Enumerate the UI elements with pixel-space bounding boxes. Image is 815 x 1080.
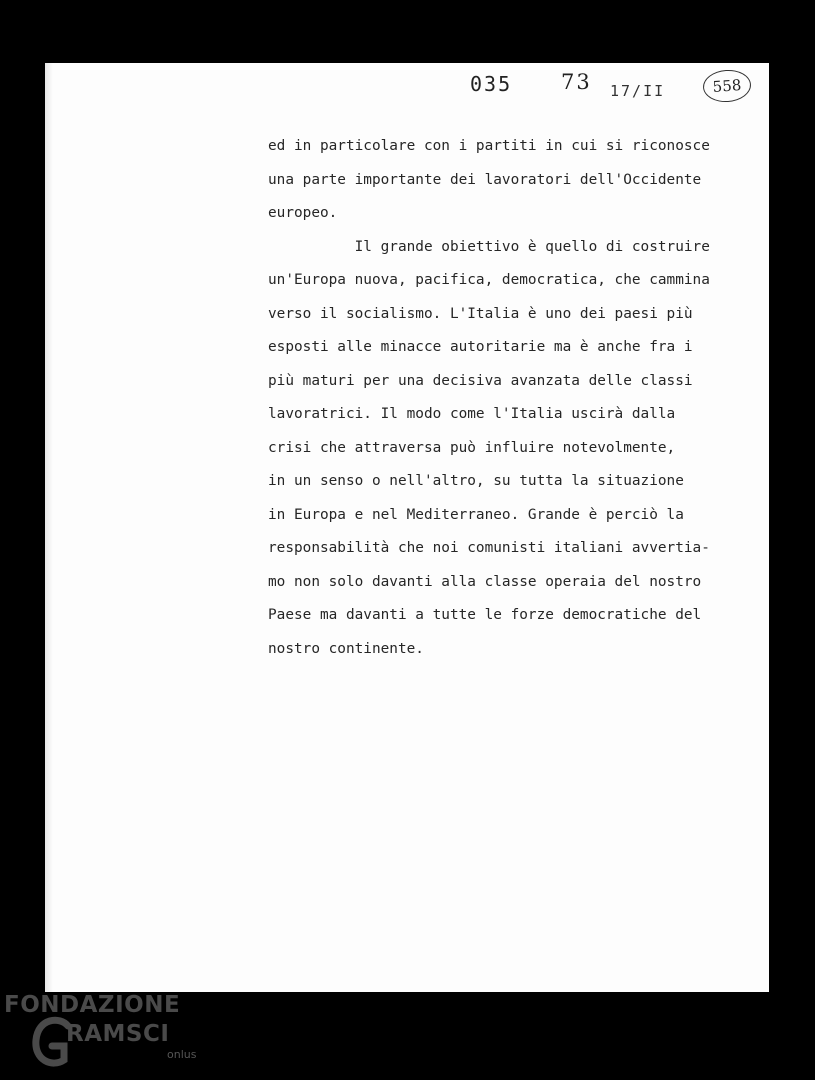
- page-date: 17/II: [610, 82, 666, 100]
- page-edge-shadow: [45, 63, 53, 992]
- text-line: nostro continente.: [268, 640, 424, 657]
- logo-text-fondazione: FONDAZIONE: [4, 992, 181, 1018]
- text-line: verso il socialismo. L'Italia è uno dei paesi più: [268, 305, 693, 322]
- handwritten-page-stamp: 558: [702, 68, 752, 103]
- text-line: in Europa e nel Mediterraneo. Grande è perciò la: [268, 506, 684, 523]
- logo-text-gramsci: RAMSCI: [66, 1021, 170, 1047]
- text-line: un'Europa nuova, pacifica, democratica, che cammina: [268, 272, 710, 288]
- page-number: 73: [561, 70, 592, 94]
- typewritten-body: [268, 130, 758, 666]
- text-line: europeo.: [268, 205, 338, 221]
- text-line: ed in particolare con i partiti in cui si riconosce: [268, 138, 710, 154]
- logo-text-onlus: onlus: [167, 1048, 197, 1061]
- text-line: Paese ma davanti a tutte le forze democratiche del: [268, 607, 702, 623]
- archive-number: 035: [470, 72, 513, 96]
- text-line: responsabilità che noi comunisti italiani avvertia-: [268, 540, 710, 556]
- text-line: una parte importante dei lavoratori dell'Occidente: [268, 171, 702, 188]
- text-line: Il grande obiettivo è quello di costruire: [268, 238, 710, 255]
- text-line: lavoratrici. Il modo come l'Italia uscirà dalla: [268, 406, 676, 422]
- text-line: esposti alle minacce autoritarie ma è anche fra i: [268, 339, 693, 355]
- text-line: mo non solo davanti alla classe operaia del nostro: [268, 573, 702, 590]
- text-line: in un senso o nell'altro, su tutta la situazione: [268, 473, 684, 489]
- fondazione-gramsci-logo: [4, 992, 204, 1078]
- text-line: crisi che attraversa può influire notevolmente,: [268, 439, 676, 456]
- text-line: più maturi per una decisiva avanzata delle classi: [268, 372, 693, 389]
